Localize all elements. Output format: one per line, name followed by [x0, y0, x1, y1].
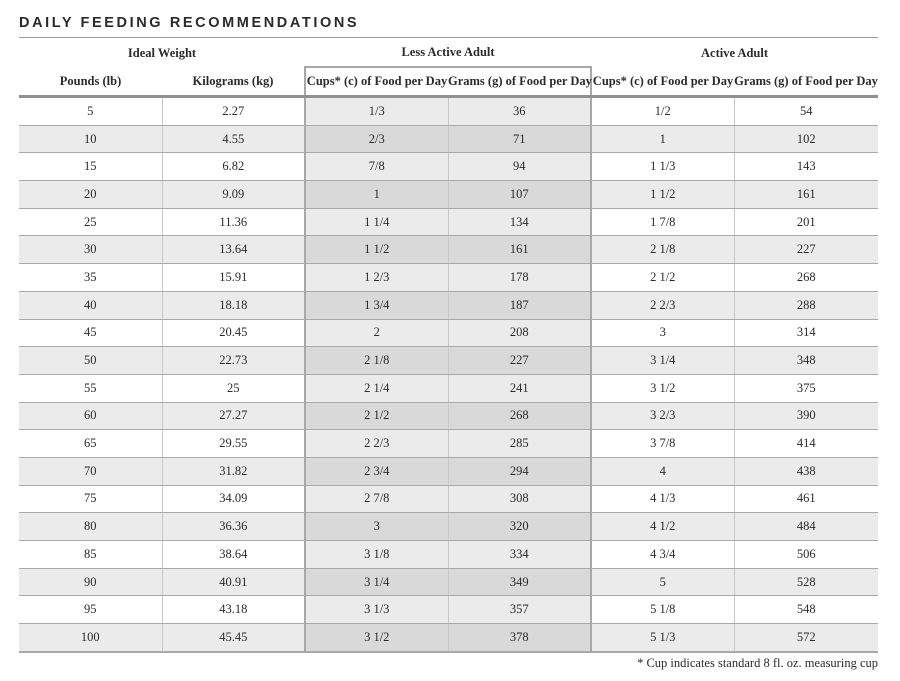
- cell-pounds: 55: [19, 374, 162, 402]
- cell-less-active-grams: 357: [448, 596, 591, 624]
- column-header-active-grams: Grams (g) of Food per Day: [734, 67, 878, 97]
- table-row: [19, 181, 878, 209]
- cell-active-grams: 461: [734, 485, 878, 513]
- column-header-less-active-cups: Cups* (c) of Food per Day: [305, 67, 448, 97]
- cell-less-active-grams: 268: [448, 402, 591, 430]
- group-header-active-adult: Active Adult: [701, 45, 769, 60]
- cell-active-cups: 3: [591, 319, 734, 347]
- cell-less-active-cups: 2 7/8: [305, 485, 448, 513]
- cell-less-active-grams: 227: [448, 347, 591, 375]
- cell-pounds: 95: [19, 596, 162, 624]
- title-divider: [19, 37, 878, 38]
- cell-less-active-cups: 1 1/2: [305, 236, 448, 264]
- cell-active-cups: 1 7/8: [591, 208, 734, 236]
- cell-active-cups: 4: [591, 457, 734, 485]
- cell-less-active-cups: 1 2/3: [305, 264, 448, 292]
- cell-pounds: 50: [19, 347, 162, 375]
- group-header-row: [19, 39, 878, 67]
- cell-active-cups: 1/2: [591, 97, 734, 126]
- cell-pounds: 75: [19, 485, 162, 513]
- cell-less-active-grams: 320: [448, 513, 591, 541]
- cell-less-active-cups: 1: [305, 181, 448, 209]
- cell-less-active-cups: 3 1/8: [305, 541, 448, 569]
- cell-active-cups: 1 1/3: [591, 153, 734, 181]
- cell-less-active-grams: 294: [448, 457, 591, 485]
- cell-kilograms: 9.09: [162, 181, 305, 209]
- feeding-table: [19, 39, 878, 653]
- cell-less-active-grams: 334: [448, 541, 591, 569]
- table-row: [19, 624, 878, 652]
- group-header-ideal-weight: Ideal Weight: [127, 45, 197, 60]
- cell-kilograms: 40.91: [162, 568, 305, 596]
- table-row: [19, 541, 878, 569]
- table-row: [19, 97, 878, 126]
- cell-kilograms: 43.18: [162, 596, 305, 624]
- cell-active-grams: 348: [734, 347, 878, 375]
- cell-less-active-cups: 7/8: [305, 153, 448, 181]
- cell-kilograms: 34.09: [162, 485, 305, 513]
- cell-active-cups: 3 7/8: [591, 430, 734, 458]
- cell-active-grams: 528: [734, 568, 878, 596]
- cell-pounds: 5: [19, 97, 162, 126]
- cell-active-cups: 2 1/2: [591, 264, 734, 292]
- cell-less-active-cups: 3 1/2: [305, 624, 448, 652]
- cell-active-cups: 2 2/3: [591, 291, 734, 319]
- cell-active-grams: 227: [734, 236, 878, 264]
- cell-active-cups: 3 2/3: [591, 402, 734, 430]
- cell-active-grams: 54: [734, 97, 878, 126]
- cell-kilograms: 18.18: [162, 291, 305, 319]
- cell-less-active-grams: 94: [448, 153, 591, 181]
- cell-active-grams: 288: [734, 291, 878, 319]
- table-row: [19, 596, 878, 624]
- table-row: [19, 457, 878, 485]
- cell-less-active-grams: 134: [448, 208, 591, 236]
- cell-less-active-cups: 1/3: [305, 97, 448, 126]
- cell-pounds: 70: [19, 457, 162, 485]
- cell-kilograms: 27.27: [162, 402, 305, 430]
- table-row: [19, 568, 878, 596]
- cell-pounds: 40: [19, 291, 162, 319]
- cell-kilograms: 25: [162, 374, 305, 402]
- cell-less-active-grams: 187: [448, 291, 591, 319]
- cell-pounds: 85: [19, 541, 162, 569]
- cell-kilograms: 4.55: [162, 125, 305, 153]
- cell-active-grams: 268: [734, 264, 878, 292]
- cell-active-cups: 2 1/8: [591, 236, 734, 264]
- table-row: [19, 319, 878, 347]
- cell-active-grams: 572: [734, 624, 878, 652]
- page-title: DAILY FEEDING RECOMMENDATIONS: [19, 15, 360, 31]
- cell-kilograms: 13.64: [162, 236, 305, 264]
- cell-active-cups: 1 1/2: [591, 181, 734, 209]
- group-header-less-active-adult: Less Active Adult: [401, 45, 495, 59]
- table-body: [19, 97, 878, 652]
- cell-less-active-grams: 241: [448, 374, 591, 402]
- cell-active-grams: 506: [734, 541, 878, 569]
- cell-less-active-grams: 308: [448, 485, 591, 513]
- cell-less-active-grams: 285: [448, 430, 591, 458]
- cell-kilograms: 22.73: [162, 347, 305, 375]
- cell-kilograms: 6.82: [162, 153, 305, 181]
- cell-active-cups: 3 1/2: [591, 374, 734, 402]
- cell-pounds: 35: [19, 264, 162, 292]
- cell-active-grams: 390: [734, 402, 878, 430]
- cell-active-grams: 548: [734, 596, 878, 624]
- table-row: [19, 485, 878, 513]
- table-row: [19, 236, 878, 264]
- cell-kilograms: 31.82: [162, 457, 305, 485]
- cell-kilograms: 20.45: [162, 319, 305, 347]
- cell-less-active-grams: 161: [448, 236, 591, 264]
- cell-pounds: 65: [19, 430, 162, 458]
- table-row: [19, 125, 878, 153]
- cell-active-cups: 4 1/2: [591, 513, 734, 541]
- cell-less-active-cups: 3: [305, 513, 448, 541]
- cell-less-active-grams: 349: [448, 568, 591, 596]
- cell-kilograms: 11.36: [162, 208, 305, 236]
- cell-less-active-grams: 36: [448, 97, 591, 126]
- cell-less-active-cups: 2/3: [305, 125, 448, 153]
- cell-active-grams: 414: [734, 430, 878, 458]
- column-header-kilograms: Kilograms (kg): [162, 67, 305, 97]
- cell-less-active-cups: 1 3/4: [305, 291, 448, 319]
- cell-active-grams: 102: [734, 125, 878, 153]
- cell-pounds: 80: [19, 513, 162, 541]
- table-row: [19, 291, 878, 319]
- table-row: [19, 402, 878, 430]
- cell-less-active-grams: 208: [448, 319, 591, 347]
- column-header-pounds: Pounds (lb): [19, 67, 162, 97]
- cell-less-active-grams: 378: [448, 624, 591, 652]
- table-row: [19, 430, 878, 458]
- cell-pounds: 100: [19, 624, 162, 652]
- cell-pounds: 10: [19, 125, 162, 153]
- cell-less-active-cups: 2 1/4: [305, 374, 448, 402]
- cell-active-cups: 5 1/3: [591, 624, 734, 652]
- cell-active-grams: 375: [734, 374, 878, 402]
- cell-pounds: 15: [19, 153, 162, 181]
- cell-kilograms: 15.91: [162, 264, 305, 292]
- cell-less-active-grams: 71: [448, 125, 591, 153]
- column-header-less-active-grams: Grams (g) of Food per Day: [448, 67, 591, 97]
- cell-active-cups: 5 1/8: [591, 596, 734, 624]
- cell-pounds: 60: [19, 402, 162, 430]
- footnote: * Cup indicates standard 8 fl. oz. measuring cup: [637, 656, 878, 670]
- cell-active-grams: 161: [734, 181, 878, 209]
- cell-active-grams: 143: [734, 153, 878, 181]
- cell-kilograms: 29.55: [162, 430, 305, 458]
- cell-active-grams: 484: [734, 513, 878, 541]
- cell-active-grams: 438: [734, 457, 878, 485]
- cell-less-active-cups: 3 1/3: [305, 596, 448, 624]
- cell-pounds: 20: [19, 181, 162, 209]
- cell-active-cups: 4 1/3: [591, 485, 734, 513]
- cell-less-active-cups: 2 1/2: [305, 402, 448, 430]
- cell-kilograms: 36.36: [162, 513, 305, 541]
- cell-active-cups: 5: [591, 568, 734, 596]
- table-row: [19, 347, 878, 375]
- cell-active-cups: 3 1/4: [591, 347, 734, 375]
- cell-less-active-cups: 3 1/4: [305, 568, 448, 596]
- cell-less-active-cups: 2 1/8: [305, 347, 448, 375]
- cell-less-active-grams: 107: [448, 181, 591, 209]
- cell-active-cups: 4 3/4: [591, 541, 734, 569]
- cell-kilograms: 2.27: [162, 97, 305, 126]
- table-row: [19, 264, 878, 292]
- cell-less-active-cups: 2 3/4: [305, 457, 448, 485]
- column-header-active-cups: Cups* (c) of Food per Day: [591, 67, 734, 97]
- column-header-row: [19, 67, 878, 97]
- cell-less-active-cups: 1 1/4: [305, 208, 448, 236]
- cell-active-grams: 314: [734, 319, 878, 347]
- cell-active-grams: 201: [734, 208, 878, 236]
- table-row: [19, 153, 878, 181]
- cell-kilograms: 45.45: [162, 624, 305, 652]
- cell-less-active-cups: 2: [305, 319, 448, 347]
- cell-less-active-grams: 178: [448, 264, 591, 292]
- table-row: [19, 208, 878, 236]
- cell-pounds: 90: [19, 568, 162, 596]
- cell-pounds: 45: [19, 319, 162, 347]
- cell-active-cups: 1: [591, 125, 734, 153]
- cell-less-active-cups: 2 2/3: [305, 430, 448, 458]
- cell-pounds: 25: [19, 208, 162, 236]
- cell-pounds: 30: [19, 236, 162, 264]
- table-row: [19, 374, 878, 402]
- table-row: [19, 513, 878, 541]
- cell-kilograms: 38.64: [162, 541, 305, 569]
